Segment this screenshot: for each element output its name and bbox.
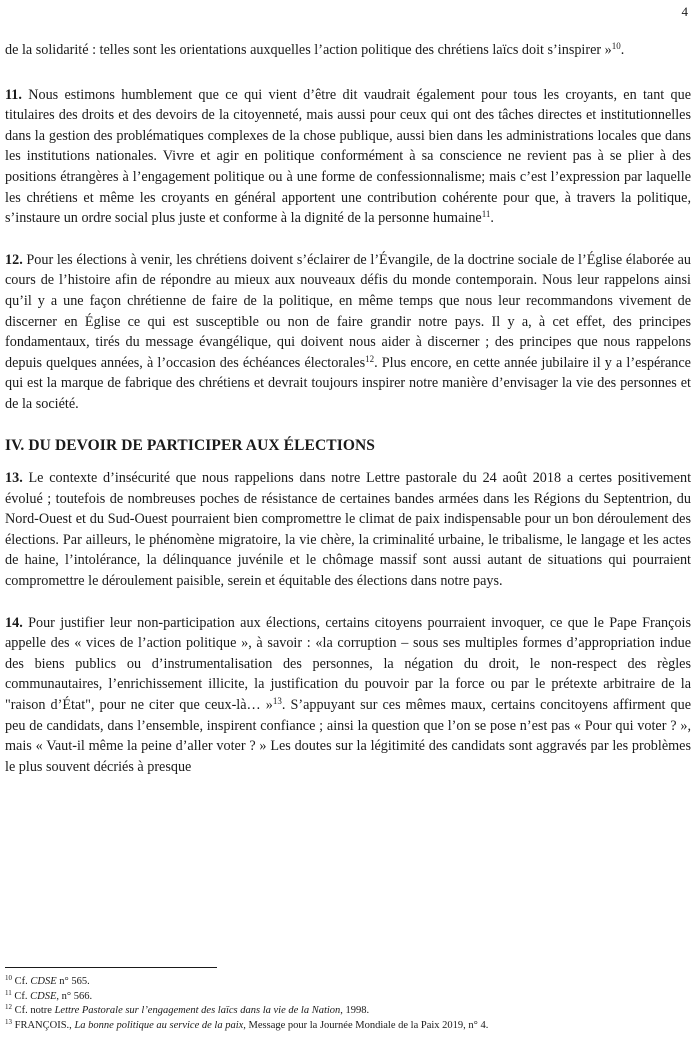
footnote-ref: 13 <box>272 696 282 707</box>
footnote-title: CDSE <box>30 976 57 987</box>
paragraph-text: Pour justifier leur non-participation aux élections, certains citoyens pourraient invoquer, ce que le Pape François appelle des « vices de l’action politique », à savoir : «la corruption – sous ses multiples formes d’appropriation indue des biens publics ou d’instrumentalisation des personnes, la négation du droit, le non-respect des règles communautaires, l’enrichissement illicite, la justification du pouvoir par la force ou par le prétexte arbitraire de la "raison d’État", pour ne citer que ceux-là… » <box>5 614 692 714</box>
footnote-text: FRANÇOIS., <box>14 1019 75 1031</box>
paragraph-text: Le contexte d’insécurité que nous rappelions dans notre Lettre pastorale du 24 août 2018 a certes positivement évolué ; toutefois de nombreuses poches de résistance de certaines bandes armées dans les Régions du Septentrion, du Nord-Ouest et du Sud-Ouest pourraient bien compromettre le climat de paix indispensable pour un bon déroulement des élections. Par ailleurs, le phénomène migratoire, la vie chère, la criminalité urbaine, le tribalisme, le langage et les actes de haine, l’intolérance, la délinquance juvénile et le chômage massif sont aussi autant de situations qui pourraient compromettre le déroulement paisible, serein et équitable des élections dans notre pays. <box>5 470 692 590</box>
footnote-number: 10 <box>5 974 12 982</box>
footnote <box>5 1004 691 1019</box>
section-heading: IV. DU DEVOIR DE PARTICIPER AUX ÉLECTIONS <box>5 436 375 454</box>
paragraph-text: de la solidarité : telles sont les orientations auxquelles l’action politique des chrétiens laïcs doit s’inspirer » <box>5 42 612 58</box>
paragraph-text: Pour les élections à venir, les chrétiens doivent s’éclairer de l’Évangile, de la doctrine sociale de l’Église élaborée au cours de l’histoire afin de répondre au mieux aux nouveaux défis du monde contemporain. Nous leur rappelons ainsi qu’il y a une façon chrétienne de faire de la politique, en même temps que nous leur recommandons vivement de discerner en Église ce qui est susceptible ou non de faire grandir notre pays. Il y a, à cet effet, des principes fondamentaux, tirés du message évangélique, qui doivent nous aider à discerner ; des principes que nous rappelons depuis quelques années, à l’occasion des échéances électorales <box>5 251 691 371</box>
footnotes <box>5 975 691 1033</box>
paragraph-13 <box>5 468 691 592</box>
footnote-text: Cf. notre <box>14 1005 55 1016</box>
footnote <box>5 990 691 1005</box>
footnote-text: , n° 566. <box>56 990 93 1002</box>
footnote-text: Cf. <box>14 976 31 987</box>
footnote-text: , 1998. <box>340 1005 370 1016</box>
paragraph-number: 12. <box>5 251 23 268</box>
footnote-text: , Message pour la Journée Mondiale de la Paix 2019, n° 4. <box>243 1019 489 1031</box>
page-number: 4 <box>681 4 688 19</box>
footnote <box>5 1019 691 1034</box>
footnote-ref: 10 <box>611 41 621 51</box>
footnote-title: CDSE <box>30 990 57 1002</box>
paragraph-11 <box>5 85 691 229</box>
footnote-number: 11 <box>5 988 12 997</box>
paragraph-number: 13. <box>5 470 23 487</box>
paragraph-number: 14. <box>5 614 23 631</box>
paragraph-14 <box>5 613 691 778</box>
footnote-divider <box>5 967 217 968</box>
paragraph-text-after: . S’appuyant sur ces mêmes maux, certains concitoyens affirment que peu de candidats, dans l’ensemble, inspirent confiance ; ainsi la question que l’on se pose n’est pas « Pour qui voter ? », mais « Vaut-il même la peine d’aller voter ? » Les doutes sur la légitimité des candidats sont aggravés par les problèmes le plus souvent décriés à presque <box>5 697 692 775</box>
footnote-ref: 11 <box>481 209 491 220</box>
paragraph-intro: de la solidarité : telles sont les orientations auxquelles l’action politique des chrétiens laïcs doit s’inspirer »$^{10}$. <box>5 41 625 58</box>
footnote-ref: 12 <box>365 353 375 364</box>
paragraph-number: 11. <box>5 86 22 103</box>
footnote-number: 13 <box>5 1017 12 1026</box>
document-body <box>5 40 691 798</box>
footnote <box>5 975 691 990</box>
footnote-text: Cf. <box>14 990 31 1002</box>
paragraph-text: Nous estimons humblement que ce qui vient d’être dit vaudrait également pour tous les croyants, en tant que titulaires des droits et des devoirs de la citoyenneté, mais aussi pour ceux qui ont des tâches directes et institutionnelles dans la gestion des problématiques complexes de la chose publique, aussi bien dans les administrations locales que dans les institutions nationales. Vivre et agir en politique conformément à sa conscience ne revient pas à se plier à des positions étrangères à l’engagement politique ou à une forme de confessionnalisme; mais c’est l’expression par laquelle les chrétiens et même les croyants en général apportent une contribution cohérente pour que, à travers la politique, s’instaure un ordre social plus juste et conforme à la dignité de la personne humaine <box>5 86 692 227</box>
footnote-title: Lettre Pastorale sur l’engagement des laïcs dans la vie de la Nation <box>54 1005 341 1016</box>
footnote-text: n° 565. <box>56 976 90 987</box>
paragraph-12 <box>5 250 691 415</box>
footnote-number: 12 <box>5 1003 12 1011</box>
paragraph-end: . <box>490 210 494 227</box>
footnote-title: La bonne politique au service de la paix <box>74 1019 244 1031</box>
paragraph-text-after: . Plus encore, en cette année jubilaire il y a l’espérance qui est la marque de fabrique des chrétiens et devrait toujours inspirer notre manière d’envisager la vie des personnes et de la société. <box>5 354 691 412</box>
